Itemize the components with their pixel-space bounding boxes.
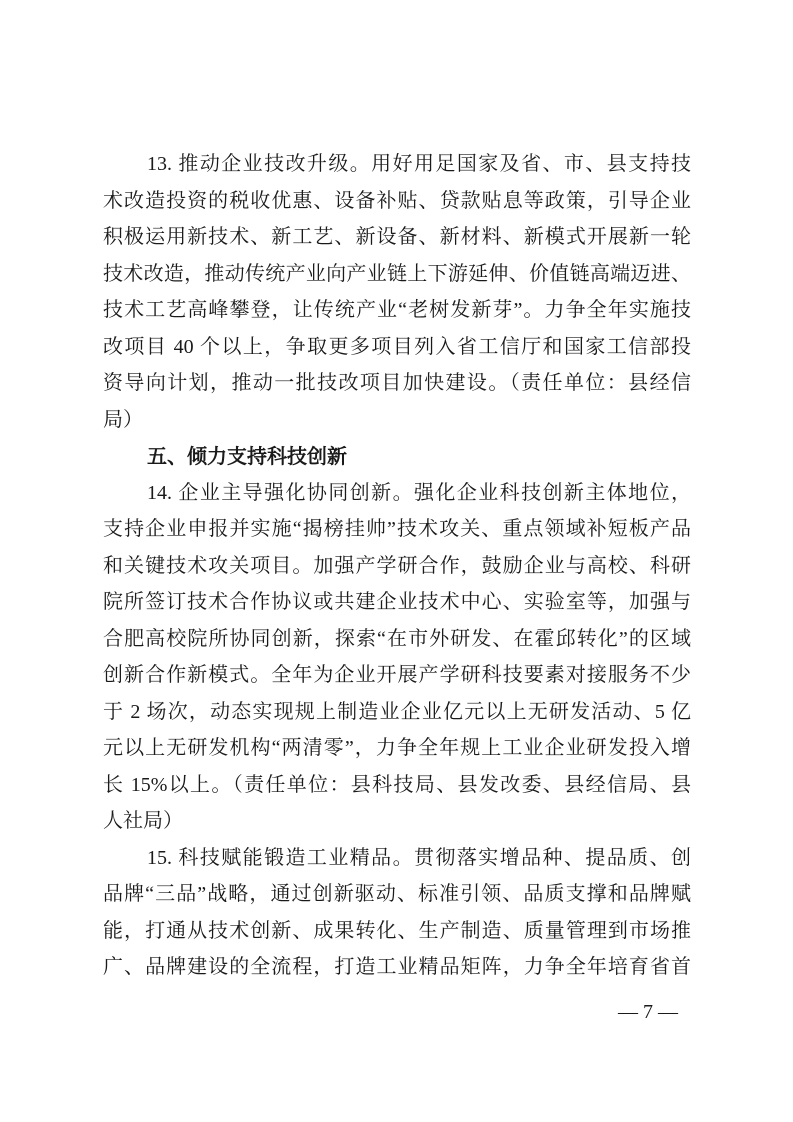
paragraph-line: 技术改造，推动传统产业向产业链上下游延伸、价值链高端迈进、 xyxy=(103,262,691,285)
paragraph-line: 13. 推动企业技改升级。用好用足国家及省、市、县支持技 xyxy=(147,153,691,175)
paragraph-line: 14. 企业主导强化协同创新。强化企业科技创新主体地位， xyxy=(147,481,691,504)
paragraph-line: 品牌“三品”战略，通过创新驱动、标准引领、品质支撑和品牌赋 xyxy=(103,883,691,905)
paragraph-line: 15. 科技赋能锻造工业精品。贯彻落实增品种、提品质、创 xyxy=(147,846,691,869)
paragraph-item-13 xyxy=(103,146,691,438)
paragraph-line: 合肥高校院所协同创新，探索“在市外研发、在霍邱转化”的区域 xyxy=(103,627,691,650)
paragraph-line: 院所签订技术合作协议或共建企业技术中心、实验室等，加强与 xyxy=(103,591,691,613)
section-heading: 五、倾力支持科技创新 xyxy=(147,444,347,468)
paragraph-line: 资导向计划，推动一批技改项目加快建设。（责任单位：县经信 xyxy=(103,372,691,394)
paragraph-line: 局） xyxy=(103,408,143,431)
body-text xyxy=(103,146,691,986)
paragraph-line: 于 2 场次，动态实现规上制造业企业亿元以上无研发活动、5 亿 xyxy=(103,700,691,723)
paragraph-item-15 xyxy=(103,840,691,986)
paragraph-line: 技术工艺高峰攀登，让传统产业“老树发新芽”。力争全年实施技 xyxy=(103,299,691,321)
paragraph-line: 积极运用新技术、新工艺、新设备、新材料、新模式开展新一轮 xyxy=(103,226,691,248)
paragraph-line: 人社局） xyxy=(103,810,183,832)
paragraph-line: 元以上无研发机构“两清零”，力争全年规上工业企业研发投入增 xyxy=(103,737,691,759)
paragraph-line: 支持企业申报并实施“揭榜挂帅”技术攻关、重点领域补短板产品 xyxy=(103,518,691,540)
paragraph-line: 能，打通从技术创新、成果转化、生产制造、质量管理到市场推 xyxy=(103,919,691,942)
paragraph-item-14 xyxy=(103,475,691,840)
paragraph-line: 和关键技术攻关项目。加强产学研合作，鼓励企业与高校、科研 xyxy=(103,554,691,577)
paragraph-line: 改项目 40 个以上，争取更多项目列入省工信厅和国家工信部投 xyxy=(103,335,691,358)
paragraph-line: 长 15%以上。（责任单位：县科技局、县发改委、县经信局、县 xyxy=(103,773,691,796)
page-number: — 7 — xyxy=(618,1001,678,1023)
paragraph-line: 广、品牌建设的全流程，打造工业精品矩阵，力争全年培育省首 xyxy=(103,956,691,978)
paragraph-line: 术改造投资的税收优惠、设备补贴、贷款贴息等政策，引导企业 xyxy=(103,189,691,212)
paragraph-line: 创新合作新模式。全年为企业开展产学研科技要素对接服务不少 xyxy=(103,664,691,686)
